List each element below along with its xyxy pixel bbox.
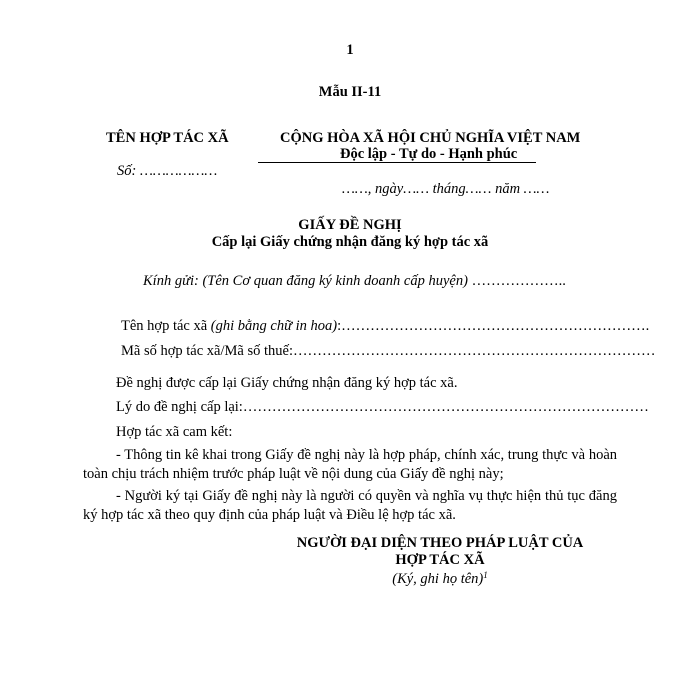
- addressee-value: (Tên Cơ quan đăng ký kinh doanh cấp huyện): [202, 273, 468, 289]
- coop-name-label: Tên hợp tác xã: [121, 318, 208, 334]
- addressee-dots: ………………..: [471, 273, 566, 289]
- coop-name-field: [121, 318, 649, 335]
- signature-title-2: HỢP TÁC XÃ: [395, 552, 485, 568]
- date-line: ……, ngày…… tháng…… năm ……: [342, 181, 550, 197]
- document-title: GIẤY ĐỀ NGHỊ: [298, 217, 402, 233]
- reason-label: Lý do đề nghị cấp lại:: [116, 399, 243, 415]
- tax-code-label: Mã số hợp tác xã/Mã số thuế:: [121, 343, 293, 359]
- addressee-label: Kính gửi:: [143, 273, 199, 289]
- signature-title-1: NGƯỜI ĐẠI DIỆN THEO PHÁP LUẬT CỦA: [296, 535, 584, 551]
- request-text: Đề nghị được cấp lại Giấy chứng nhận đăng ký hợp tác xã.: [116, 375, 458, 391]
- addressee-line: [143, 273, 566, 290]
- page-number: 1: [346, 42, 354, 58]
- form-code: Mẫu II-11: [318, 84, 382, 100]
- tax-code-dots: …………………………………………………………………: [292, 343, 656, 359]
- signature-note: [270, 570, 610, 588]
- reason-dots: …………………………………………………………………………: [242, 399, 649, 415]
- coop-name-dots: :……………………………………………………….: [337, 318, 650, 334]
- org-name-header: TÊN HỢP TÁC XÃ: [106, 130, 229, 146]
- document-subtitle: Cấp lại Giấy chứng nhận đăng ký hợp tác xã: [211, 234, 489, 250]
- reason-field: [116, 399, 649, 416]
- footnote-mark: 1: [483, 570, 488, 580]
- commitment-item-2: - Người ký tại Giấy đề nghị này là người có quyền và nghĩa vụ thực hiện thủ tục đăng ký hợp tác xã theo quy định của pháp luật và Điều lệ hợp tác xã.: [83, 488, 617, 523]
- document-number: Số: ………………: [117, 163, 218, 179]
- commitment-label: Hợp tác xã cam kết:: [116, 424, 233, 440]
- coop-name-hint: (ghi bằng chữ in hoa): [210, 318, 338, 334]
- commitment-item-1: - Thông tin kê khai trong Giấy đề nghị này là hợp pháp, chính xác, trung thực và hoàn toàn chịu trách nhiệm trước pháp luật về nội dung của Giấy đề nghị này;: [83, 447, 617, 482]
- national-title: CỘNG HÒA XÃ HỘI CHỦ NGHĨA VIỆT NAM: [280, 130, 581, 146]
- tax-code-field: [121, 343, 655, 360]
- signature-note-text: (Ký, ghi họ tên): [392, 571, 484, 587]
- national-motto: Độc lập - Tự do - Hạnh phúc: [340, 146, 518, 162]
